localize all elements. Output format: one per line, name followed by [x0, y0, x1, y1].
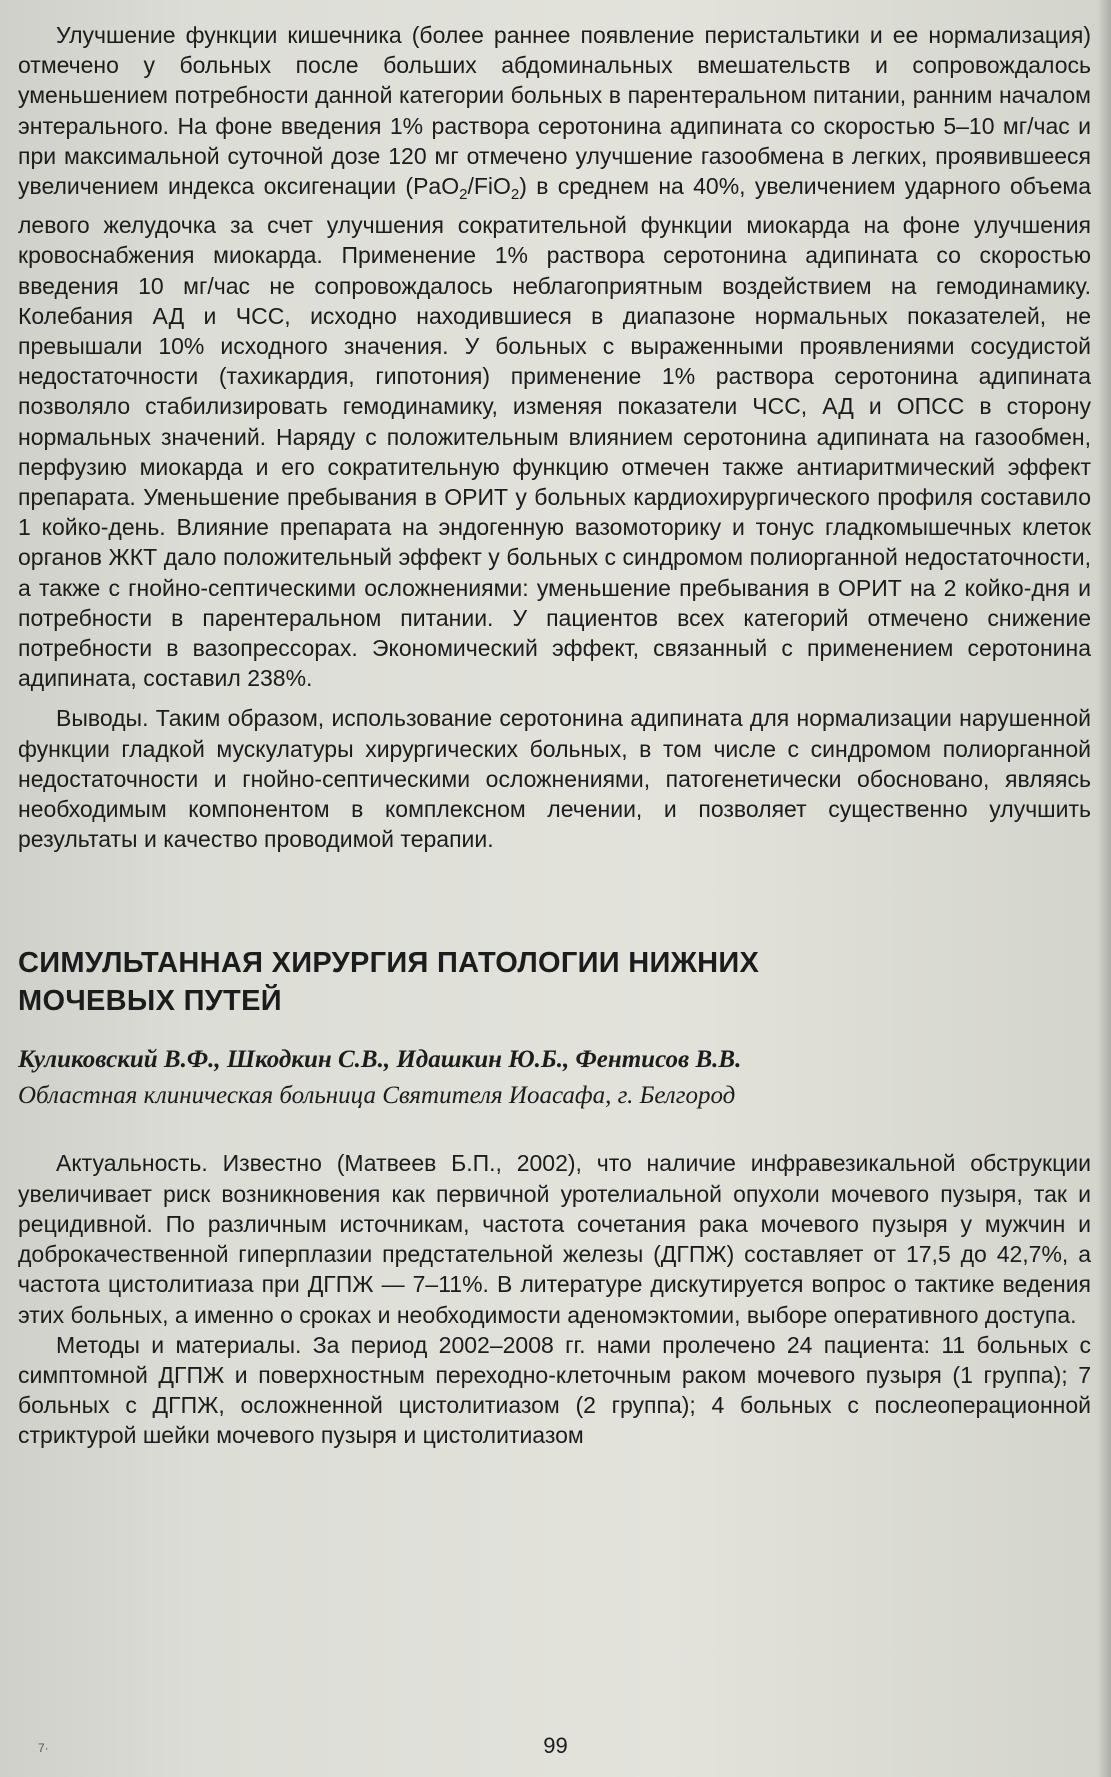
article-title — [18, 944, 1091, 1020]
affiliation: Областная клиническая больница Святителя Иоасафа, г. Белгород — [18, 1082, 736, 1110]
corner-mark: 7· — [38, 1741, 49, 1755]
results-text-part1: Улучшение функции кишечника (более раннее появление перистальтики и ее нормализация) отмечено у больных после больших абдоминальных вмешательств и сопровождалось уменьшением потребности данной категории больных в парентеральном питании, ранним началом энтерального. На фоне введения 1% раствора серотонина адипината со скоростью 5–10 мг/час и при максимальной суточной дозе 120 мг отмечено улучшение газообмена в легких, проявившееся увеличением индекса оксигенации (PaO — [18, 22, 1091, 200]
subscript-2: 2 — [459, 186, 468, 204]
results-text-part2: /FiO — [467, 173, 511, 200]
authors: Куликовский В.Ф., Шкодкин С.В., Идашкин Ю.Б., Фентисов В.В. — [18, 1046, 742, 1074]
page-number: 99 — [543, 1733, 568, 1758]
paragraph-results — [18, 20, 1091, 693]
subscript-2: 2 — [510, 186, 520, 204]
paragraph-methods: Методы и материалы. За период 2002–2008 гг. нами пролечено 24 пациента: 11 больных с симптомной ДГПЖ и поверхностным переходно-клеточным раком мочевого пузыря (1 группа); 7 больных с ДГПЖ, осложненной цистолитиазом (2 группа); 4 больных с послеоперационной стриктурой шейки мочевого пузыря и цистолитиазом — [18, 1331, 1091, 1449]
results-text-part3: ) в среднем на 40%, увеличением ударного объема левого желудочка за счет улучшения сократительной функции миокарда на фоне улучшения кровоснабжения миокарда. Применение 1% раствора серотонина адипината со скоростью введения 10 мг/час не сопровождалось неблагоприятным воздействием на гемодинамику. Колебания АД и ЧСС, исходно находившиеся в диапазоне нормальных показателей, не превышали 10% исходного значения. У больных с выраженными проявлениями сосудистой недостаточности (тахикардия, гипотония) применение 1% раствора серотонина адипината позволяло стабилизировать гемодинамику, изменяя показатели ЧСС, АД и ОПСС в сторону нормальных значений. Наряду с положительным влиянием серотонина адипината на газообмен, перфузию миокарда и его сократительную функцию отмечен также антиаритмический эффект препарата. Уменьшение пребывания в ОРИТ у больных кардиохирургического профиля составило 1 койко-день. Влияние препарата на эндогенную вазомоторику и тонус гладкомышечных клеток органов ЖКТ дало положительный эффект у больных с синдромом полиорганной недостаточности, а также с гнойно-септическими осложнениями: уменьшение пребывания в ОРИТ на 2 койко-дня и потребности в парентеральном питании. У пациентов всех категорий отмечено снижение потребности в вазопрессорах. Экономический эффект, связанный с применением серотонина адипината, составил 238%. — [18, 173, 1091, 692]
paragraph-conclusions: Выводы. Таким образом, использование серотонина адипината для нормализации нарушенной функции гладкой мускулатуры хирургических больных, в том числе с синдромом полиорганной недостаточности и гнойно-септическими осложнениями, патогенетически обосновано, являясь необходимым компонентом в комплексном лечении, и позволяет существенно улучшить результаты и качество проводимой терапии. — [18, 705, 1091, 853]
article-title-line2: МОЧЕВЫХ ПУТЕЙ — [18, 985, 282, 1018]
article-title-line1: СИМУЛЬТАННАЯ ХИРУРГИЯ ПАТОЛОГИИ НИЖНИХ — [18, 947, 760, 980]
paragraph-relevance: Актуальность. Известно (Матвеев Б.П., 2002), что наличие инфравезикальной обструкции увеличивает риск возникновения как первичной уротелиальной опухоли мочевого пузыря, так и рецидивной. По различным источникам, частота сочетания рака мочевого пузыря у мужчин и доброкачественной гиперплазии предстательной железы (ДГПЖ) составляет от 17,5 до 42,7%, а частота цистолитиаза при ДГПЖ — 7–11%. В литературе дискутируется вопрос о тактике ведения этих больных, а именно о сроках и необходимости аденомэктомии, выборе оперативного доступа. — [18, 1150, 1091, 1328]
